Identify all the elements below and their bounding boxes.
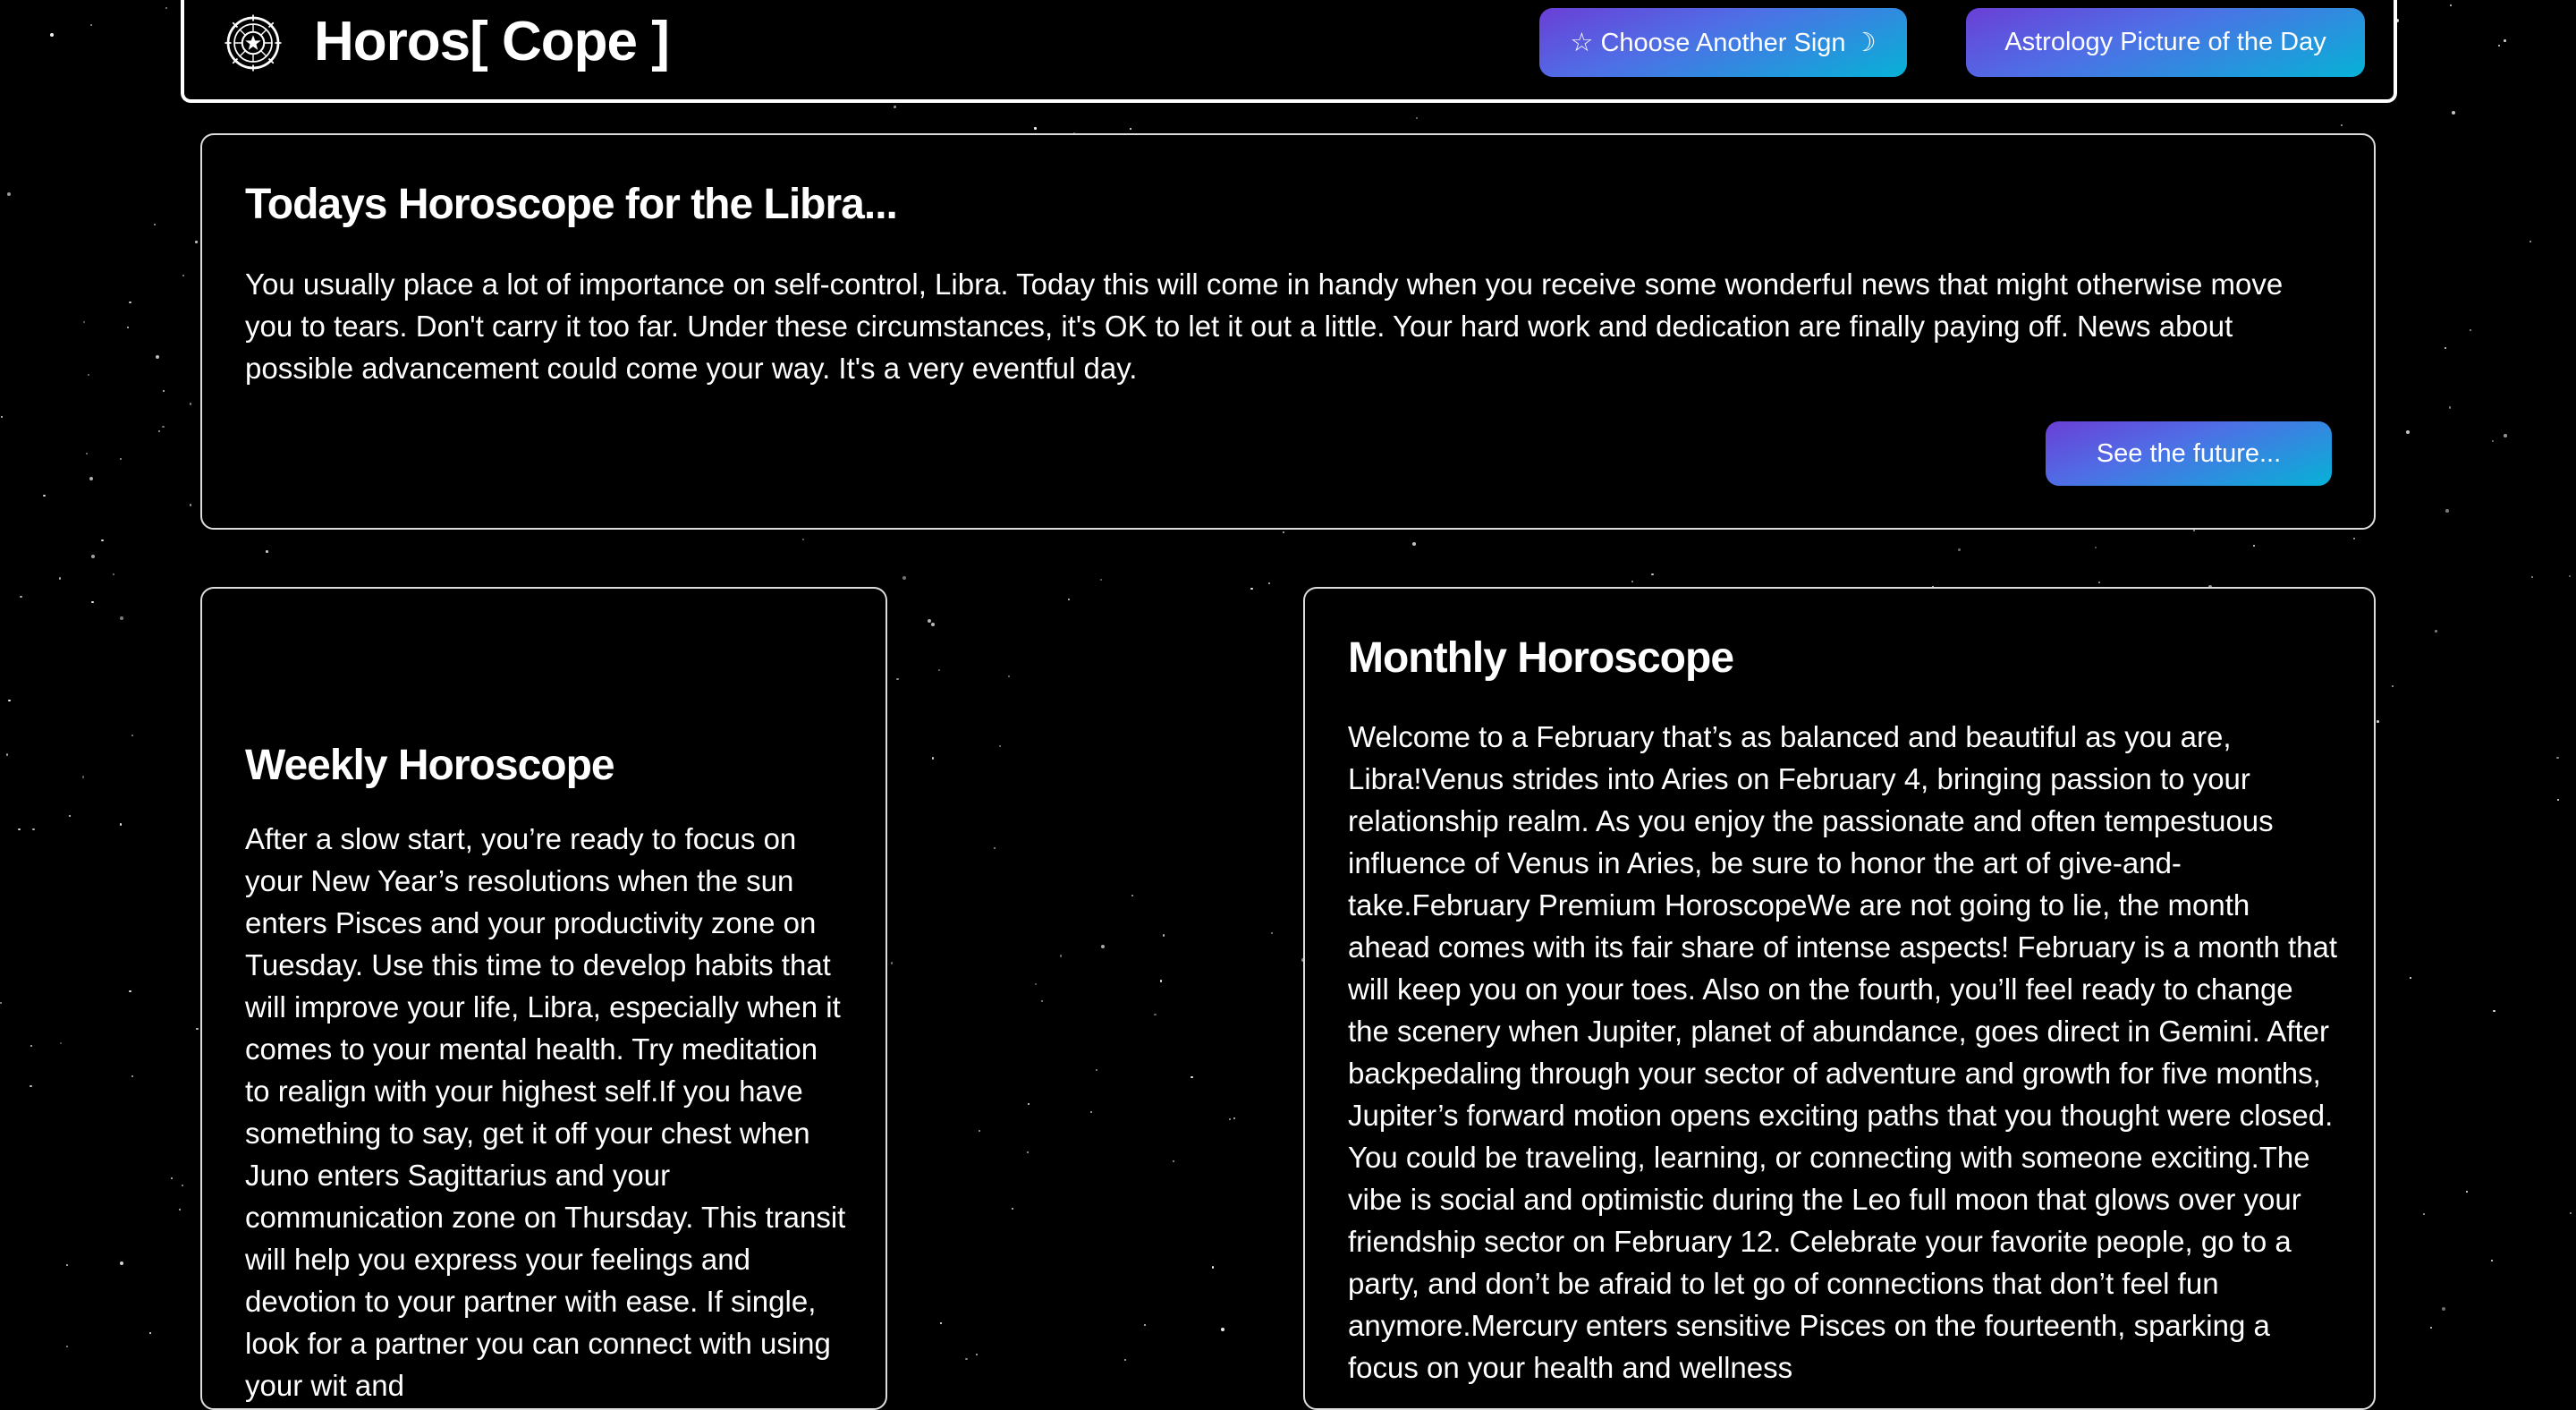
star <box>190 403 191 404</box>
star <box>2442 1307 2445 1311</box>
star <box>120 458 122 460</box>
star <box>83 321 85 323</box>
star <box>0 1002 2 1004</box>
star <box>2556 757 2558 759</box>
star <box>1191 1076 1192 1078</box>
star <box>2423 1213 2425 1215</box>
star <box>59 577 61 579</box>
star <box>266 550 267 552</box>
astrology-picture-of-the-day-button[interactable]: Astrology Picture of the Day <box>1966 8 2365 77</box>
star <box>2406 430 2410 434</box>
weekly-horoscope-card <box>200 587 887 1410</box>
star <box>1 416 3 418</box>
star <box>66 1264 68 1266</box>
star <box>2353 538 2355 539</box>
star <box>20 596 21 598</box>
star <box>1268 582 1270 584</box>
star <box>999 745 1001 747</box>
star <box>1124 1359 1126 1361</box>
star <box>18 828 20 830</box>
star <box>66 1346 68 1347</box>
star <box>90 24 92 26</box>
star <box>2531 576 2533 578</box>
star <box>894 106 895 107</box>
star <box>2341 124 2343 126</box>
weekly-horoscope-title: Weekly Horoscope <box>245 742 614 789</box>
star <box>158 430 160 432</box>
star <box>2410 977 2411 979</box>
star <box>1034 127 1036 129</box>
star <box>1060 955 1062 956</box>
star <box>2449 406 2451 408</box>
star <box>131 1075 133 1077</box>
star <box>1008 675 1010 677</box>
star <box>91 555 95 558</box>
star <box>2493 1010 2495 1012</box>
star <box>196 1028 198 1030</box>
star <box>940 1322 942 1324</box>
star <box>2470 329 2471 331</box>
star <box>2492 440 2494 442</box>
star <box>2095 547 2097 548</box>
star <box>1041 1000 1043 1002</box>
star <box>1131 895 1133 896</box>
star <box>2504 434 2507 437</box>
star <box>1233 1117 1235 1119</box>
star <box>802 539 804 540</box>
monthly-horoscope-title: Monthly Horoscope <box>1348 634 1734 682</box>
star <box>1012 1208 1013 1210</box>
star <box>1160 980 1162 981</box>
star <box>8 700 10 701</box>
star <box>1250 588 1252 590</box>
star <box>50 33 54 37</box>
star <box>120 616 123 620</box>
star <box>891 962 893 964</box>
star <box>190 504 191 505</box>
star <box>2445 509 2449 513</box>
star <box>938 669 940 671</box>
star <box>30 1085 31 1087</box>
star <box>113 573 114 575</box>
todays-horoscope-text: You usually place a lot of importance on self-control, Libra. Today this will come in handy when you receive some wonderful news that might otherwise move you to tears. Don't carry it too far. Under these circumstances, it's OK to let it out a little. Your hard work and dedication are finally paying off. News about possible advancement could come your way. It's a very eventful day. <box>245 268 2284 385</box>
star <box>182 275 184 276</box>
todays-horoscope-card <box>200 133 2376 530</box>
star <box>2377 720 2378 722</box>
star <box>1096 1069 1097 1071</box>
star <box>2466 1191 2468 1193</box>
star <box>88 374 89 376</box>
star <box>994 847 996 849</box>
star <box>976 1354 978 1355</box>
star <box>2445 347 2446 349</box>
star <box>2392 685 2394 687</box>
star <box>127 327 129 328</box>
monthly-horoscope-card <box>1303 587 2376 1410</box>
star <box>2570 1212 2572 1214</box>
todays-horoscope-title: Todays Horoscope for the Libra... <box>245 181 897 228</box>
star <box>1229 1118 1231 1120</box>
zodiac-wheel-logo-icon <box>222 12 284 74</box>
weekly-horoscope-text: After a slow start, you’re ready to focus on your New Year’s resolutions when the sun enters Pisces and your productivity zone on Tuesday. Use this time to develop habits that will improve your life, Libra, especially when it comes to your mental health. Try meditation to realign with your highest self.If you have something to say, get it off your chest when Juno enters Sagittarius and your communication zone on Thursday. This transit will help you express your feelings and devotion to your partner with ease. If single, look for a partner you can connect with using your wit and <box>245 822 846 1402</box>
star <box>932 757 934 759</box>
star <box>2529 241 2531 242</box>
star <box>171 1177 173 1179</box>
star <box>2569 575 2571 577</box>
star <box>2430 1327 2432 1329</box>
star <box>1100 579 1102 581</box>
star <box>149 1332 151 1334</box>
star <box>60 1042 62 1044</box>
star <box>1631 581 1633 582</box>
star <box>2435 630 2436 632</box>
monthly-horoscope-text: Welcome to a February that’s as balanced and beautiful as you are, Libra!Venus strides into Aries on February 4, bringing passion to your relationship realm. As you enjoy the passionate and often tempestuous influence of Venus in Aries, be sure to honor the art of give-and-take.February Premium HoroscopeWe are not going to lie, the month ahead comes with its fair share of intense aspects! February is a month that will keep you on your toes. Also on the fourth, you’ll feel ready to change the scenery when Jupiter, planet of abundance, goes direct in Gemini. After backpedaling through your sector of adventure and growth for five months, Jupiter’s forward motion opens exciting paths that you thought were closed. You could be traveling, learning, or connecting with someone exciting.The vibe is social and optimistic during the Leo full moon that glows over your friendship sector on February 12. Celebrate your favorite people, go to a party, and don’t be afraid to let go of connections that don’t feel fun anymore.Mercury enters sensitive Pisces on the fourteenth, sparking a focus on your health and wellness <box>1348 720 2338 1384</box>
star <box>1130 128 1131 130</box>
star <box>1412 542 1416 546</box>
star <box>1651 573 1653 575</box>
star <box>179 1209 181 1210</box>
star <box>1027 1151 1029 1153</box>
star <box>1958 548 1960 550</box>
star <box>131 735 133 736</box>
star <box>2491 1260 2493 1261</box>
star <box>129 990 131 992</box>
star <box>165 7 167 9</box>
star <box>1221 1328 1224 1331</box>
star <box>6 753 8 755</box>
star <box>2253 545 2255 547</box>
see-the-future-button[interactable]: See the future... <box>2046 421 2332 486</box>
star <box>1283 531 1284 533</box>
star <box>182 1185 183 1186</box>
star <box>1101 945 1105 948</box>
star <box>101 539 103 541</box>
star <box>91 601 93 603</box>
star <box>120 823 122 825</box>
star <box>2193 530 2195 531</box>
star <box>1035 983 1037 985</box>
star <box>154 224 156 225</box>
star <box>2498 45 2500 47</box>
star <box>86 453 88 454</box>
star <box>1163 934 1165 936</box>
star <box>1144 1324 1146 1326</box>
star <box>156 355 159 359</box>
star <box>2452 111 2455 115</box>
star <box>1212 1266 1214 1268</box>
star <box>2450 4 2452 6</box>
star <box>979 1130 980 1132</box>
star <box>1028 1103 1030 1105</box>
star <box>1416 117 1418 119</box>
star <box>43 495 45 497</box>
star <box>1090 1111 1092 1113</box>
star <box>162 426 164 428</box>
choose-another-sign-button[interactable]: ☆ Choose Another Sign ☽ <box>1539 8 1907 77</box>
star <box>1154 1014 1156 1015</box>
app-title: Horos[ Cope ] <box>314 11 669 72</box>
header-bar <box>181 0 2397 103</box>
star <box>129 302 131 303</box>
star <box>82 776 84 777</box>
star <box>1068 599 1070 600</box>
star <box>32 828 34 830</box>
star <box>195 241 197 242</box>
star <box>2098 582 2100 583</box>
star <box>30 1045 32 1047</box>
star <box>7 192 11 196</box>
star <box>965 1358 967 1360</box>
star <box>896 678 898 680</box>
star <box>89 477 93 480</box>
star <box>1173 1160 1174 1162</box>
star <box>69 815 71 817</box>
star <box>1271 932 1273 934</box>
star <box>2557 799 2559 801</box>
star <box>163 390 165 392</box>
star <box>2504 39 2505 41</box>
star <box>120 1261 123 1265</box>
star <box>902 576 906 580</box>
star <box>931 623 935 626</box>
